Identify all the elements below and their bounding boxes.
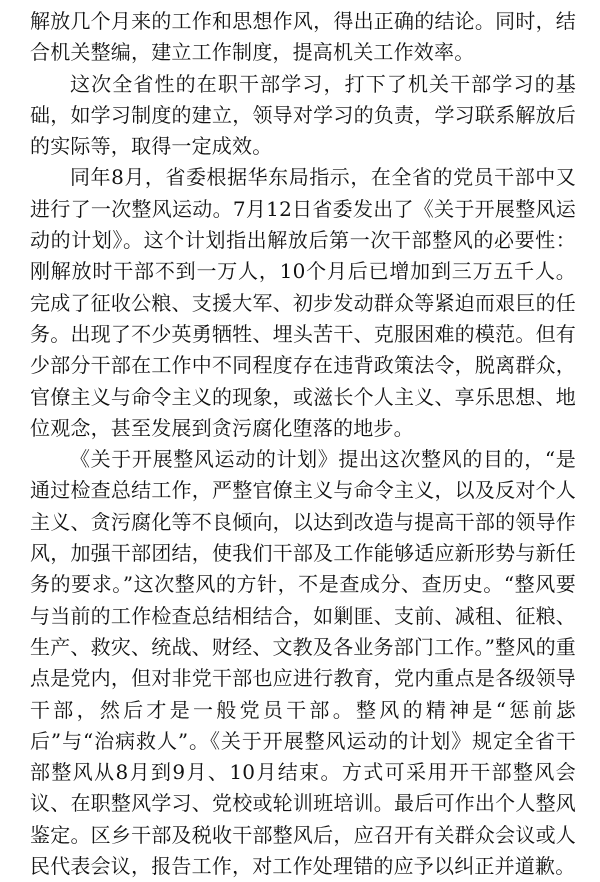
paragraph-3: 同年8月，省委根据华东局指示，在全省的党员干部中又进行了一次整风运动。7月12日省委发出了《关于开展整风运动的计划》。这个计划指出解放后第一次干部整风的必要性：刚解放时干部不到一万人，10个月后已增加到三万五千人。完成了征收公粮、支援大军、初步发动群众等紧迫而艰巨的任务。出现了不少英勇牺牲、埋头苦干、克服困难的模范。但有少部分干部在工作中不同程度存在违背政策法令，脱离群众，官僚主义与命令主义的现象，或滋长个人主义、享乐思想、地位观念，甚至发展到贪污腐化堕落的地步。 (30, 165, 576, 440)
paragraph-2: 这次全省性的在职干部学习，打下了机关干部学习的基础，如学习制度的建立，领导对学习的负责，学习联系解放后的实际等，取得一定成效。 (30, 71, 576, 159)
paragraph-1: 解放几个月来的工作和思想作风，得出正确的结论。同时，结合机关整编，建立工作制度，提高机关工作效率。 (30, 9, 576, 65)
text-body (30, 6, 576, 882)
paragraph-4: 《关于开展整风运动的计划》提出这次整风的目的，“是通过检查总结工作，严整官僚主义与命令主义，以及反对个人主义、贪污腐化等不良倾向，以达到改造与提高干部的领导作风，加强干部团结，使我们干部及工作能够适应新形势与新任务的要求。”这次整风的方针，不是查成分、查历史。“整风要与当前的工作检查总结相结合，如剿匪、支前、减租、征粮、生产、救灾、统战、财经、文教及各业务部门工作。”整风的重点是党内，但对非党干部也应进行教育，党内重点是各级领导干部，然后才是一般党员干部。整风的精神是“惩前毖后”与“治病救人”。《关于开展整风运动的计划》规定全省干部整风从8月到9月、10月结束。方式可采用开干部整风会议、在职整风学习、党校或轮训班培训。最后可作出个人整风鉴定。区乡干部及税收干部整风后，应召开有关群众会议或人民代表会议，报告工作，对工作处理错的应予以纠正并道歉。 (30, 447, 576, 879)
